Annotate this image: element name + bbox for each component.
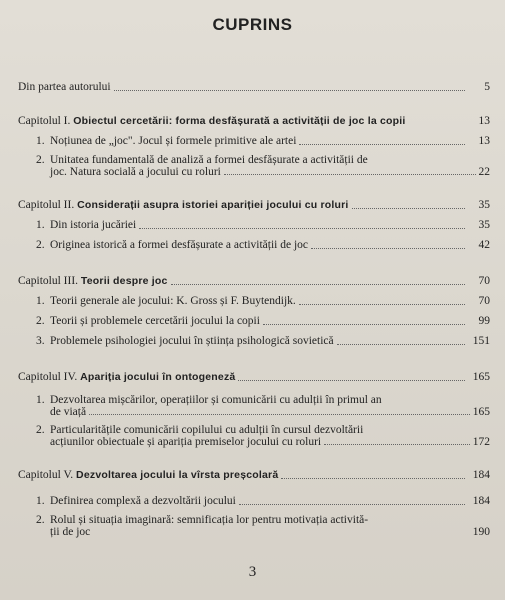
toc-item <box>18 514 490 538</box>
item-number: 1. <box>36 495 45 507</box>
toc-page-number: 70 <box>478 275 490 287</box>
toc-item <box>18 134 490 148</box>
item-number: 2. <box>36 315 45 327</box>
item-number: 2. <box>36 239 45 251</box>
toc-page-number: 70 <box>478 295 490 307</box>
item-text: Definirea complexă a dezvoltării jocului <box>50 495 236 507</box>
dot-leader <box>263 324 465 325</box>
toc-chapter-3 <box>18 274 490 288</box>
dot-leader <box>238 380 465 381</box>
toc-chapter-5 <box>18 468 490 482</box>
toc-item <box>18 394 490 418</box>
toc-entry-foreword <box>18 80 490 94</box>
toc-item <box>18 218 490 232</box>
toc-item <box>18 238 490 252</box>
item-number: 2. <box>36 514 45 526</box>
toc-page-number: 13 <box>478 135 490 147</box>
dot-leader <box>171 284 465 285</box>
chapter-title: Obiectul cercetării: forma desfășurată a activității de joc la copii <box>73 115 406 127</box>
chapter-title: Teorii despre joc <box>80 275 168 287</box>
page-title: CUPRINS <box>212 15 293 34</box>
item-text-line-2: ții de joc <box>50 526 91 538</box>
dot-leader <box>299 144 465 145</box>
toc-chapter-2 <box>18 198 490 212</box>
chapter-title: Apariția jocului în ontogeneză <box>80 371 236 383</box>
toc-chapter-4 <box>18 370 490 384</box>
item-number: 2. <box>36 424 45 436</box>
toc-page-number: 190 <box>472 526 490 538</box>
chapter-title: Considerații asupra istoriei apariției jocului cu roluri <box>77 199 349 211</box>
item-text: Teorii generale ale jocului: K. Gross și F. Buytendijk. <box>50 295 296 307</box>
item-number: 1. <box>36 219 45 231</box>
dot-leader <box>239 504 465 505</box>
chapter-title: Dezvoltarea jocului la vîrsta preșcolară <box>76 469 279 481</box>
dot-leader <box>324 444 470 445</box>
item-text-line-1: Unitatea fundamentală de analiză a formei desfășurate a activității de <box>50 154 368 166</box>
item-text: Din istoria jucăriei <box>50 219 137 231</box>
dot-leader <box>299 304 465 305</box>
toc-item <box>18 334 490 348</box>
item-number: 3. <box>36 335 45 347</box>
dot-leader <box>224 174 476 175</box>
item-text-line-1: Particularitățile comunicării copilului cu adulții în cursul dezvoltării <box>50 424 364 436</box>
toc-item <box>18 494 490 508</box>
item-number: 1. <box>36 394 45 406</box>
item-text: Noțiunea de „joc". Jocul și formele primitive ale artei <box>50 135 297 147</box>
toc-page-number: 13 <box>478 115 490 127</box>
item-text-line-1: Dezvoltarea mișcărilor, operațiilor și comunicării cu adulții în primul an <box>50 394 382 406</box>
toc-page-number: 184 <box>472 469 490 481</box>
item-number: 2. <box>36 154 45 166</box>
toc-page-number: 151 <box>472 335 490 347</box>
toc-page-number: 42 <box>478 239 490 251</box>
toc-item <box>18 294 490 308</box>
table-of-contents <box>18 80 490 538</box>
dot-leader <box>139 228 465 229</box>
chapter-label: Capitolul IV. <box>18 371 78 383</box>
item-text-line-1: Rolul și situația imaginară: semnificația lor pentru motivația activită- <box>50 514 369 526</box>
item-text-line-2: de viață <box>50 406 87 418</box>
chapter-label: Capitolul V. <box>18 469 74 481</box>
item-number: 1. <box>36 295 45 307</box>
toc-page-number: 35 <box>478 219 490 231</box>
toc-item <box>18 154 490 178</box>
toc-entry-label: Din partea autorului <box>18 81 111 93</box>
dot-leader <box>311 248 465 249</box>
toc-page-number: 35 <box>478 199 490 211</box>
item-number: 1. <box>36 135 45 147</box>
toc-page-number: 5 <box>484 81 490 93</box>
toc-item <box>18 424 490 448</box>
page-number: 3 <box>248 564 257 580</box>
chapter-label: Capitolul III. <box>18 275 79 287</box>
toc-page-number: 99 <box>478 315 490 327</box>
item-text: Originea istorică a formei desfășurate a activității de joc <box>50 239 308 251</box>
toc-page-number: 165 <box>472 371 490 383</box>
toc-page-number: 22 <box>478 166 490 178</box>
toc-page-number: 165 <box>472 406 490 418</box>
item-text-line-2: acțiunilor obiectuale și apariția premiselor jocului cu roluri <box>50 436 322 448</box>
toc-chapter-1 <box>18 114 490 128</box>
dot-leader <box>114 90 465 91</box>
toc-item <box>18 314 490 328</box>
dot-leader <box>337 344 465 345</box>
dot-leader <box>352 208 465 209</box>
toc-page-number: 172 <box>472 436 490 448</box>
item-text: Problemele psihologiei jocului în știința psihologică sovietică <box>50 335 334 347</box>
chapter-label: Capitolul I. <box>18 115 71 127</box>
dot-leader <box>89 414 470 415</box>
item-text: Teorii și problemele cercetării jocului la copii <box>50 315 260 327</box>
item-text-line-2: joc. Natura socială a jocului cu roluri <box>50 166 221 178</box>
dot-leader <box>281 478 465 479</box>
toc-page-number: 184 <box>472 495 490 507</box>
chapter-label: Capitolul II. <box>18 199 75 211</box>
